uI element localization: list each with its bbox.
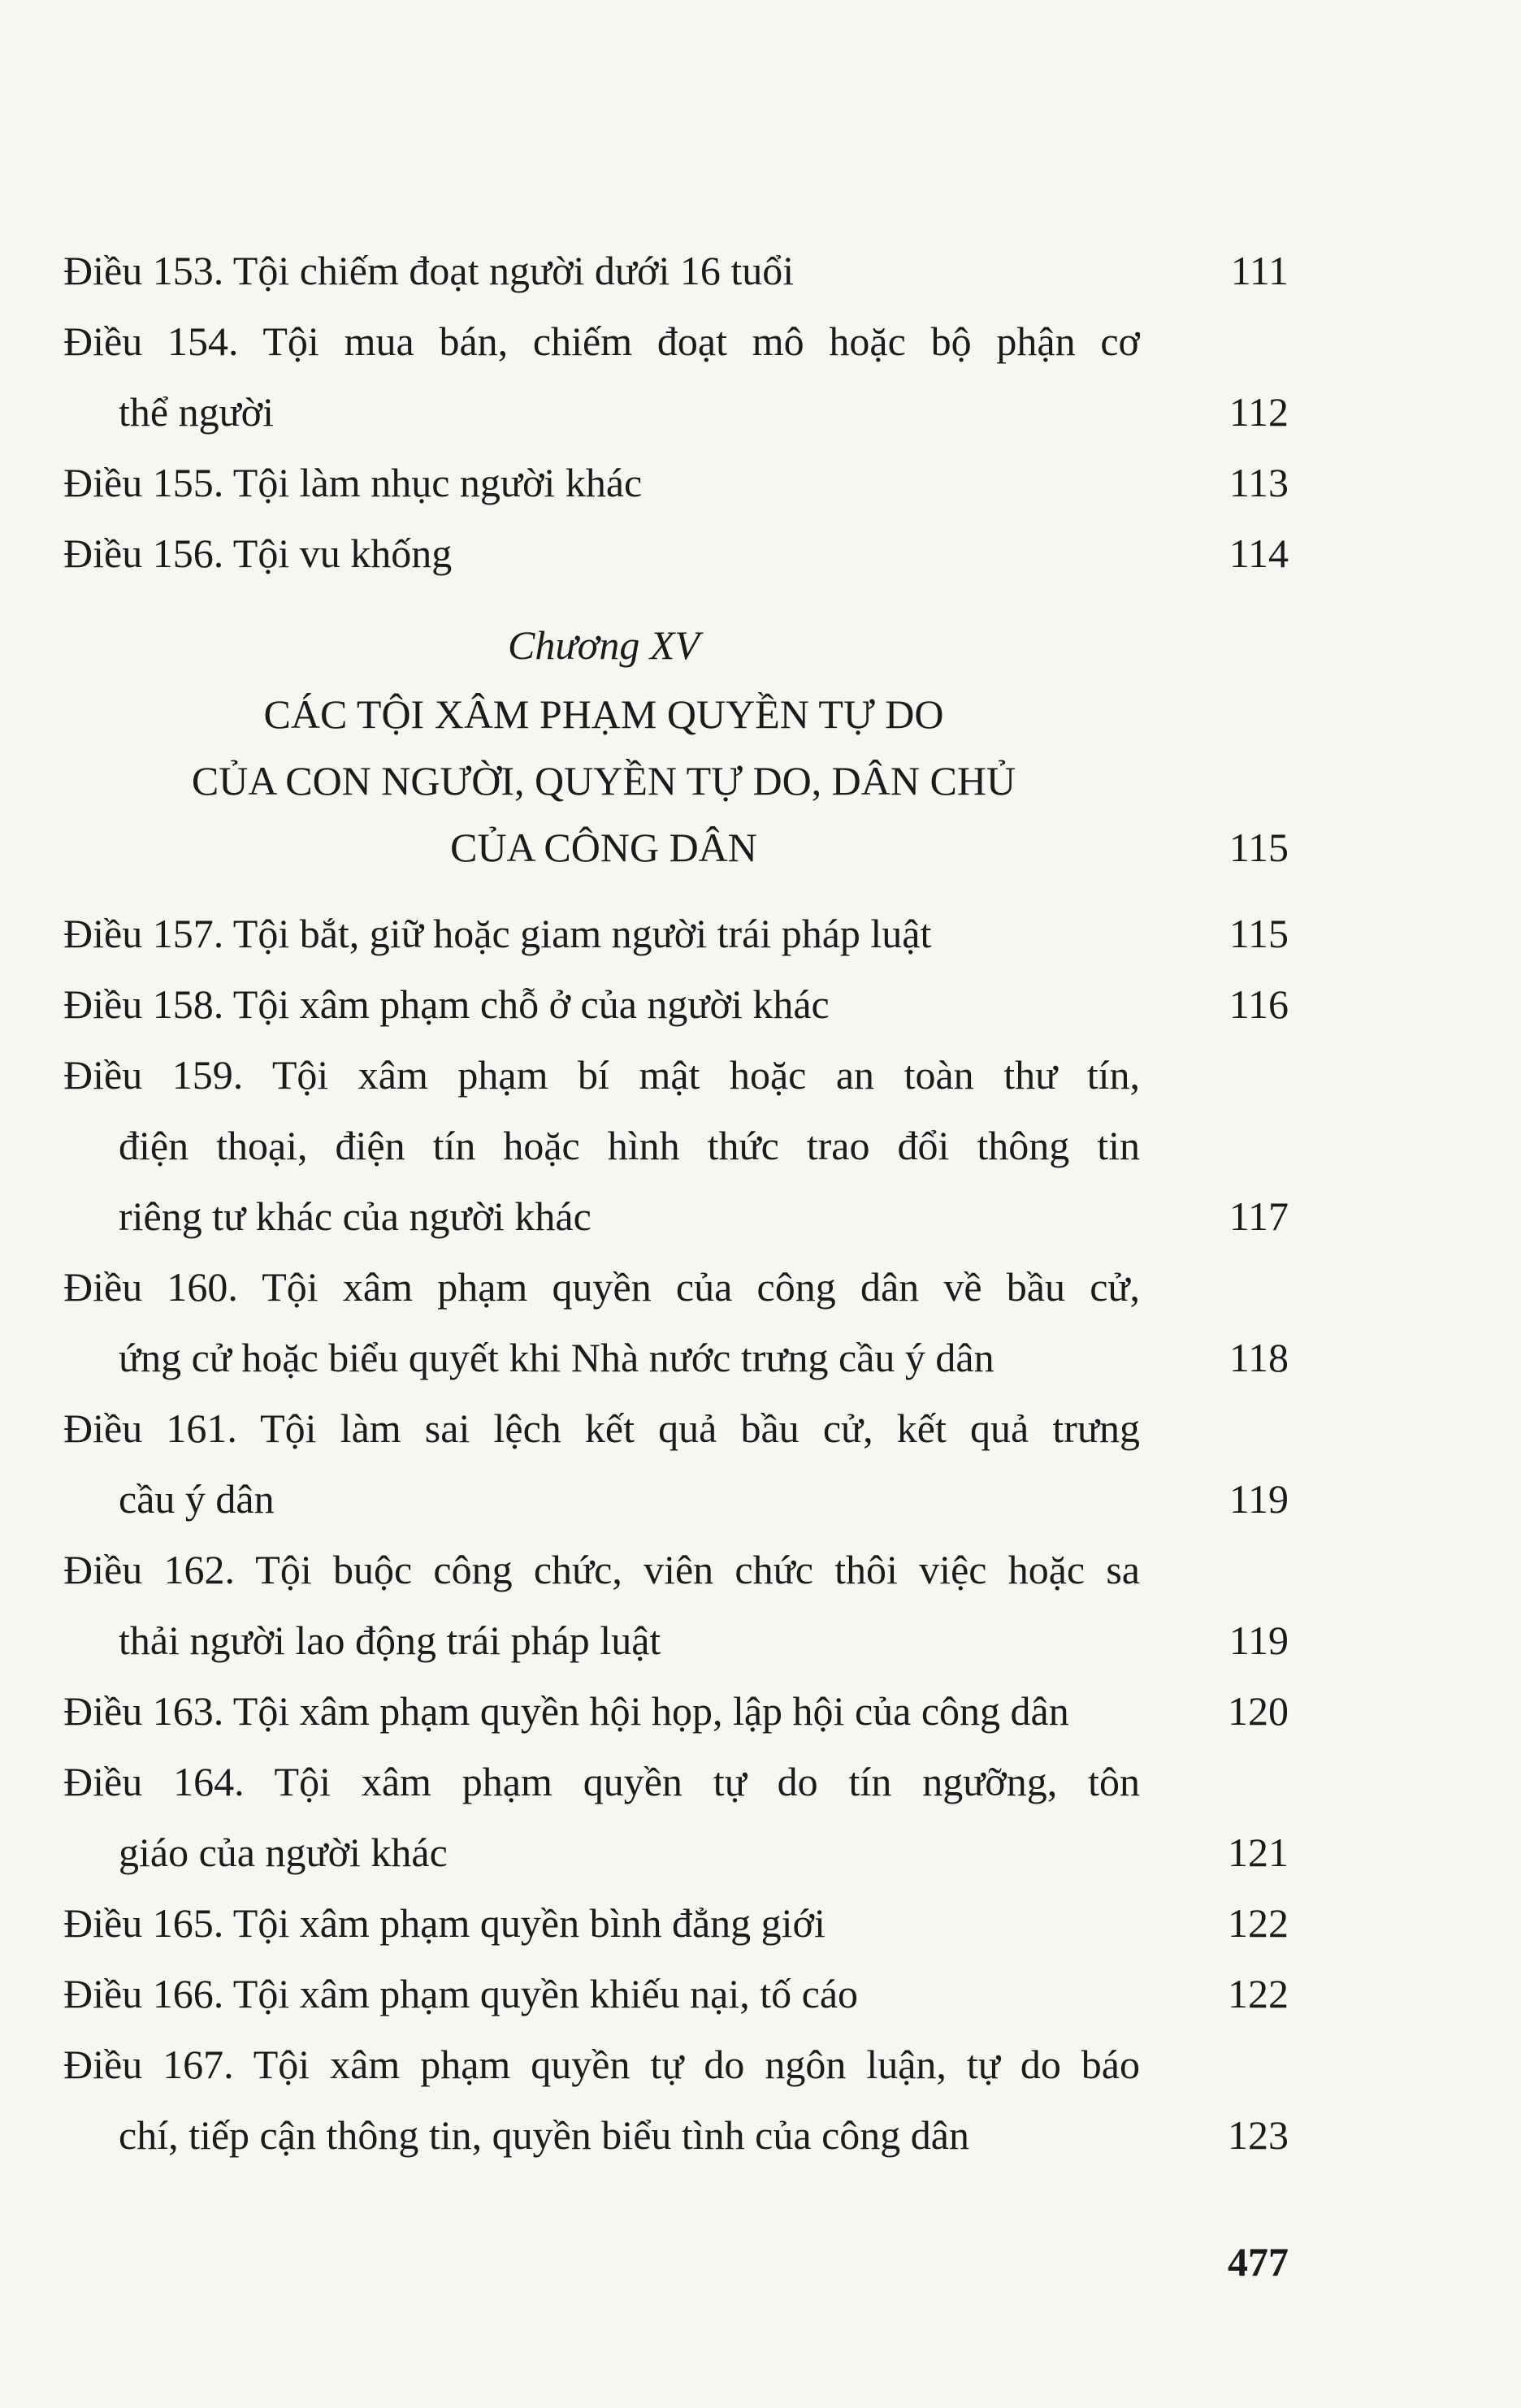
entry-title-line: điện thoại, điện tín hoặc hình thức trao đổi thông tin <box>119 1123 1140 1168</box>
toc-entry <box>63 448 1289 518</box>
toc-entry <box>63 1393 1289 1535</box>
entry-title-line: Điều 156. Tội vu khống <box>63 531 453 576</box>
toc-entry <box>63 899 1289 969</box>
entries-before-chapter <box>63 236 1289 589</box>
toc-entry <box>63 236 1289 306</box>
chapter-title-line: CÁC TỘI XÂM PHẠM QUYỀN TỰ DO <box>263 691 944 737</box>
entry-title-line: Điều 160. Tội xâm phạm quyền của công dân về bầu cử, <box>63 1264 1140 1310</box>
entry-title-line: ứng cử hoặc biểu quyết khi Nhà nước trưng cầu ý dân <box>119 1335 994 1380</box>
chapter-title-line: CỦA CON NGƯỜI, QUYỀN TỰ DO, DÂN CHỦ <box>191 758 1016 803</box>
entry-page-number: 116 <box>1228 981 1289 1027</box>
entry-title-line: Điều 155. Tội làm nhục người khác <box>63 460 643 505</box>
entry-title-line: Điều 159. Tội xâm phạm bí mật hoặc an toàn thư tín, <box>63 1052 1140 1098</box>
entry-title-line: Điều 153. Tội chiếm đoạt người dưới 16 tuổi <box>63 248 795 293</box>
entry-title-line: thải người lao động trái pháp luật <box>119 1618 661 1663</box>
entry-title-line: cầu ý dân <box>119 1476 275 1522</box>
entry-title-line: riêng tư khác của người khác <box>119 1193 592 1239</box>
toc-entry <box>63 1747 1289 1888</box>
entry-page-number: 122 <box>1228 1971 1289 2016</box>
entry-page-number: 112 <box>1228 389 1289 435</box>
entry-title-line: Điều 158. Tội xâm phạm chỗ ở của người khác <box>63 981 830 1027</box>
chapter-page: 115 <box>1228 825 1289 870</box>
entry-title-line: Điều 162. Tội buộc công chức, viên chức thôi việc hoặc sa <box>63 1547 1140 1592</box>
entry-title-line: Điều 167. Tội xâm phạm quyền tự do ngôn luận, tự do báo <box>63 2042 1140 2087</box>
chapter-title-line: CỦA CÔNG DÂN <box>450 825 757 870</box>
toc-entry <box>63 1959 1289 2029</box>
chapter-label: Chương XV <box>508 622 700 668</box>
page-number: 477 <box>1228 2239 1289 2285</box>
entry-title-line: chí, tiếp cận thông tin, quyền biểu tình của công dân <box>119 2112 969 2158</box>
toc-entry <box>63 969 1289 1040</box>
entry-page-number: 113 <box>1228 460 1289 505</box>
entry-title-line: Điều 165. Tội xâm phạm quyền bình đẳng giới <box>63 1900 826 1946</box>
entry-title-line: thể người <box>119 389 275 435</box>
entry-title-line: Điều 164. Tội xâm phạm quyền tự do tín ngưỡng, tôn <box>63 1759 1140 1804</box>
entry-page-number: 123 <box>1228 2112 1289 2158</box>
entry-page-number: 115 <box>1228 911 1289 956</box>
entry-title-line: Điều 157. Tội bắt, giữ hoặc giam người trái pháp luật <box>63 911 932 956</box>
entry-page-number: 121 <box>1228 1830 1289 1875</box>
entry-page-number: 117 <box>1228 1193 1289 1239</box>
toc-entry <box>63 518 1289 589</box>
entry-page-number: 118 <box>1228 1335 1289 1380</box>
entry-title-line: giáo của người khác <box>119 1830 448 1875</box>
toc-entry <box>63 1888 1289 1959</box>
entry-page-number: 119 <box>1228 1476 1289 1522</box>
toc-entry <box>63 2029 1289 2171</box>
entry-page-number: 119 <box>1228 1618 1289 1663</box>
toc-entry <box>63 1535 1289 1676</box>
toc-entry <box>63 306 1289 448</box>
entry-page-number: 120 <box>1228 1688 1289 1734</box>
entries-after-chapter <box>63 899 1289 2171</box>
entry-title-line: Điều 163. Tội xâm phạm quyền hội họp, lập hội của công dân <box>63 1688 1069 1734</box>
toc-entry <box>63 1252 1289 1393</box>
toc-entry <box>63 1040 1289 1252</box>
entry-title-line: Điều 166. Tội xâm phạm quyền khiếu nại, tố cáo <box>63 1971 859 2016</box>
toc-entry <box>63 1676 1289 1747</box>
entry-title-line: Điều 154. Tội mua bán, chiếm đoạt mô hoặc bộ phận cơ <box>63 318 1140 364</box>
entry-page-number: 111 <box>1230 248 1289 293</box>
entry-page-number: 114 <box>1228 531 1289 576</box>
entry-title-line: Điều 161. Tội làm sai lệch kết quả bầu cử, kết quả trưng <box>63 1405 1140 1451</box>
entry-page-number: 122 <box>1228 1900 1289 1946</box>
chapter-heading <box>63 610 1289 881</box>
table-of-contents <box>63 236 1289 2171</box>
